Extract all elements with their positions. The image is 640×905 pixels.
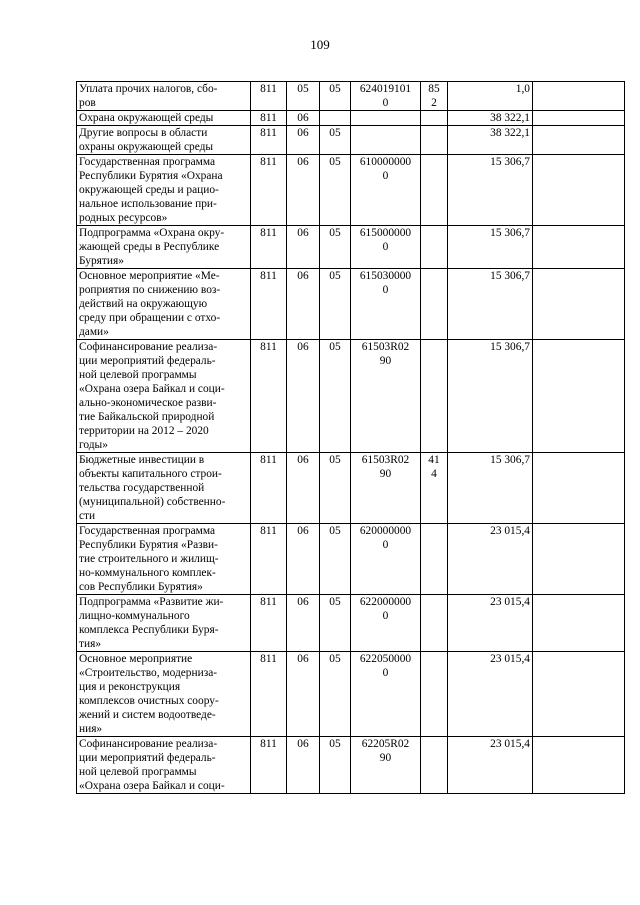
table-row (77, 595, 625, 652)
expense-type-cell (421, 126, 448, 155)
amount-cell: 23 015,4 (448, 595, 533, 652)
section-code-cell: 06 (287, 155, 320, 226)
amount-cell: 23 015,4 (448, 524, 533, 595)
table-row (77, 340, 625, 453)
expense-type-cell (421, 595, 448, 652)
target-article-cell: 622050000 0 (351, 652, 421, 737)
expense-type-cell: 41 4 (421, 453, 448, 524)
table-row (77, 111, 625, 126)
target-article-cell: 620000000 0 (351, 524, 421, 595)
extra-amount-cell (533, 453, 625, 524)
program-name-cell: Государственная программа Республики Бурятия «Охрана окружающей среды и рацио- нальное использование при- родных ресурсов» (77, 155, 251, 226)
target-article-cell (351, 126, 421, 155)
extra-amount-cell (533, 226, 625, 269)
ministry-code-cell: 811 (251, 340, 287, 453)
program-name-cell: Основное мероприятие «Ме- роприятия по снижению воз- действий на окружающую среду при обращении с отхо- дами» (77, 269, 251, 340)
section-code-cell: 06 (287, 595, 320, 652)
expense-type-cell (421, 226, 448, 269)
program-name-cell: Подпрограмма «Охрана окру- жающей среды в Республике Бурятия» (77, 226, 251, 269)
subsection-code-cell: 05 (320, 595, 351, 652)
section-code-cell: 06 (287, 226, 320, 269)
extra-amount-cell (533, 524, 625, 595)
subsection-code-cell: 05 (320, 226, 351, 269)
program-name-cell: Государственная программа Республики Бурятия «Разви- тие строительного и жилищ- но-коммунального комплек- сов Республики Бурятия» (77, 524, 251, 595)
section-code-cell: 06 (287, 126, 320, 155)
program-name-cell: Основное мероприятие «Строительство, модерниза- ция и реконструкция комплексов очистных соору- жений и систем водоотведе- ния» (77, 652, 251, 737)
ministry-code-cell: 811 (251, 737, 287, 794)
table-row (77, 453, 625, 524)
table-row (77, 524, 625, 595)
subsection-code-cell: 05 (320, 155, 351, 226)
subsection-code-cell: 05 (320, 340, 351, 453)
extra-amount-cell (533, 595, 625, 652)
ministry-code-cell: 811 (251, 524, 287, 595)
expense-type-cell (421, 737, 448, 794)
section-code-cell: 06 (287, 652, 320, 737)
table-row (77, 269, 625, 340)
program-name-cell: Софинансирование реализа- ции мероприятий федераль- ной целевой программы «Охрана озера Байкал и соци- ально-экономическое разви- тие Байкальской природной территории на 2012 – 2020 годы» (77, 340, 251, 453)
extra-amount-cell (533, 155, 625, 226)
amount-cell: 15 306,7 (448, 269, 533, 340)
section-code-cell: 06 (287, 111, 320, 126)
subsection-code-cell: 05 (320, 652, 351, 737)
table-row (77, 737, 625, 794)
extra-amount-cell (533, 652, 625, 737)
budget-table (76, 81, 625, 794)
program-name-cell: Уплата прочих налогов, сбо- ров (77, 82, 251, 111)
section-code-cell: 06 (287, 453, 320, 524)
expense-type-cell (421, 524, 448, 595)
subsection-code-cell: 05 (320, 269, 351, 340)
target-article-cell: 624019101 0 (351, 82, 421, 111)
expense-type-cell (421, 652, 448, 737)
amount-cell: 23 015,4 (448, 652, 533, 737)
program-name-cell: Бюджетные инвестиции в объекты капитального строи- тельства государственной (муниципальной) собственно- сти (77, 453, 251, 524)
extra-amount-cell (533, 269, 625, 340)
subsection-code-cell: 05 (320, 126, 351, 155)
table-row (77, 226, 625, 269)
extra-amount-cell (533, 340, 625, 453)
target-article-cell: 62205R02 90 (351, 737, 421, 794)
ministry-code-cell: 811 (251, 226, 287, 269)
ministry-code-cell: 811 (251, 111, 287, 126)
amount-cell: 38 322,1 (448, 126, 533, 155)
ministry-code-cell: 811 (251, 82, 287, 111)
amount-cell: 15 306,7 (448, 340, 533, 453)
expense-type-cell (421, 269, 448, 340)
target-article-cell (351, 111, 421, 126)
subsection-code-cell (320, 111, 351, 126)
amount-cell: 23 015,4 (448, 737, 533, 794)
table-row (77, 652, 625, 737)
section-code-cell: 05 (287, 82, 320, 111)
target-article-cell: 615030000 0 (351, 269, 421, 340)
ministry-code-cell: 811 (251, 269, 287, 340)
extra-amount-cell (533, 82, 625, 111)
page-number: 109 (310, 37, 330, 52)
amount-cell: 15 306,7 (448, 453, 533, 524)
extra-amount-cell (533, 126, 625, 155)
program-name-cell: Охрана окружающей среды (77, 111, 251, 126)
target-article-cell: 615000000 0 (351, 226, 421, 269)
extra-amount-cell (533, 737, 625, 794)
table-row (77, 126, 625, 155)
program-name-cell: Софинансирование реализа- ции мероприятий федераль- ной целевой программы «Охрана озера Байкал и соци- (77, 737, 251, 794)
expense-type-cell: 85 2 (421, 82, 448, 111)
section-code-cell: 06 (287, 524, 320, 595)
extra-amount-cell (533, 111, 625, 126)
target-article-cell: 61503R02 90 (351, 340, 421, 453)
table-row (77, 155, 625, 226)
amount-cell: 15 306,7 (448, 226, 533, 269)
subsection-code-cell: 05 (320, 453, 351, 524)
table-body (77, 82, 625, 794)
expense-type-cell (421, 340, 448, 453)
expense-type-cell (421, 111, 448, 126)
target-article-cell: 61503R02 90 (351, 453, 421, 524)
amount-cell: 38 322,1 (448, 111, 533, 126)
section-code-cell: 06 (287, 269, 320, 340)
section-code-cell: 06 (287, 340, 320, 453)
program-name-cell: Другие вопросы в области охраны окружающей среды (77, 126, 251, 155)
ministry-code-cell: 811 (251, 595, 287, 652)
amount-cell: 15 306,7 (448, 155, 533, 226)
ministry-code-cell: 811 (251, 155, 287, 226)
ministry-code-cell: 811 (251, 652, 287, 737)
target-article-cell: 610000000 0 (351, 155, 421, 226)
target-article-cell: 622000000 0 (351, 595, 421, 652)
program-name-cell: Подпрограмма «Развитие жи- лищно-коммунального комплекса Республики Буря- тия» (77, 595, 251, 652)
expense-type-cell (421, 155, 448, 226)
amount-cell: 1,0 (448, 82, 533, 111)
table-row (77, 82, 625, 111)
section-code-cell: 06 (287, 737, 320, 794)
ministry-code-cell: 811 (251, 453, 287, 524)
subsection-code-cell: 05 (320, 524, 351, 595)
subsection-code-cell: 05 (320, 737, 351, 794)
subsection-code-cell: 05 (320, 82, 351, 111)
ministry-code-cell: 811 (251, 126, 287, 155)
